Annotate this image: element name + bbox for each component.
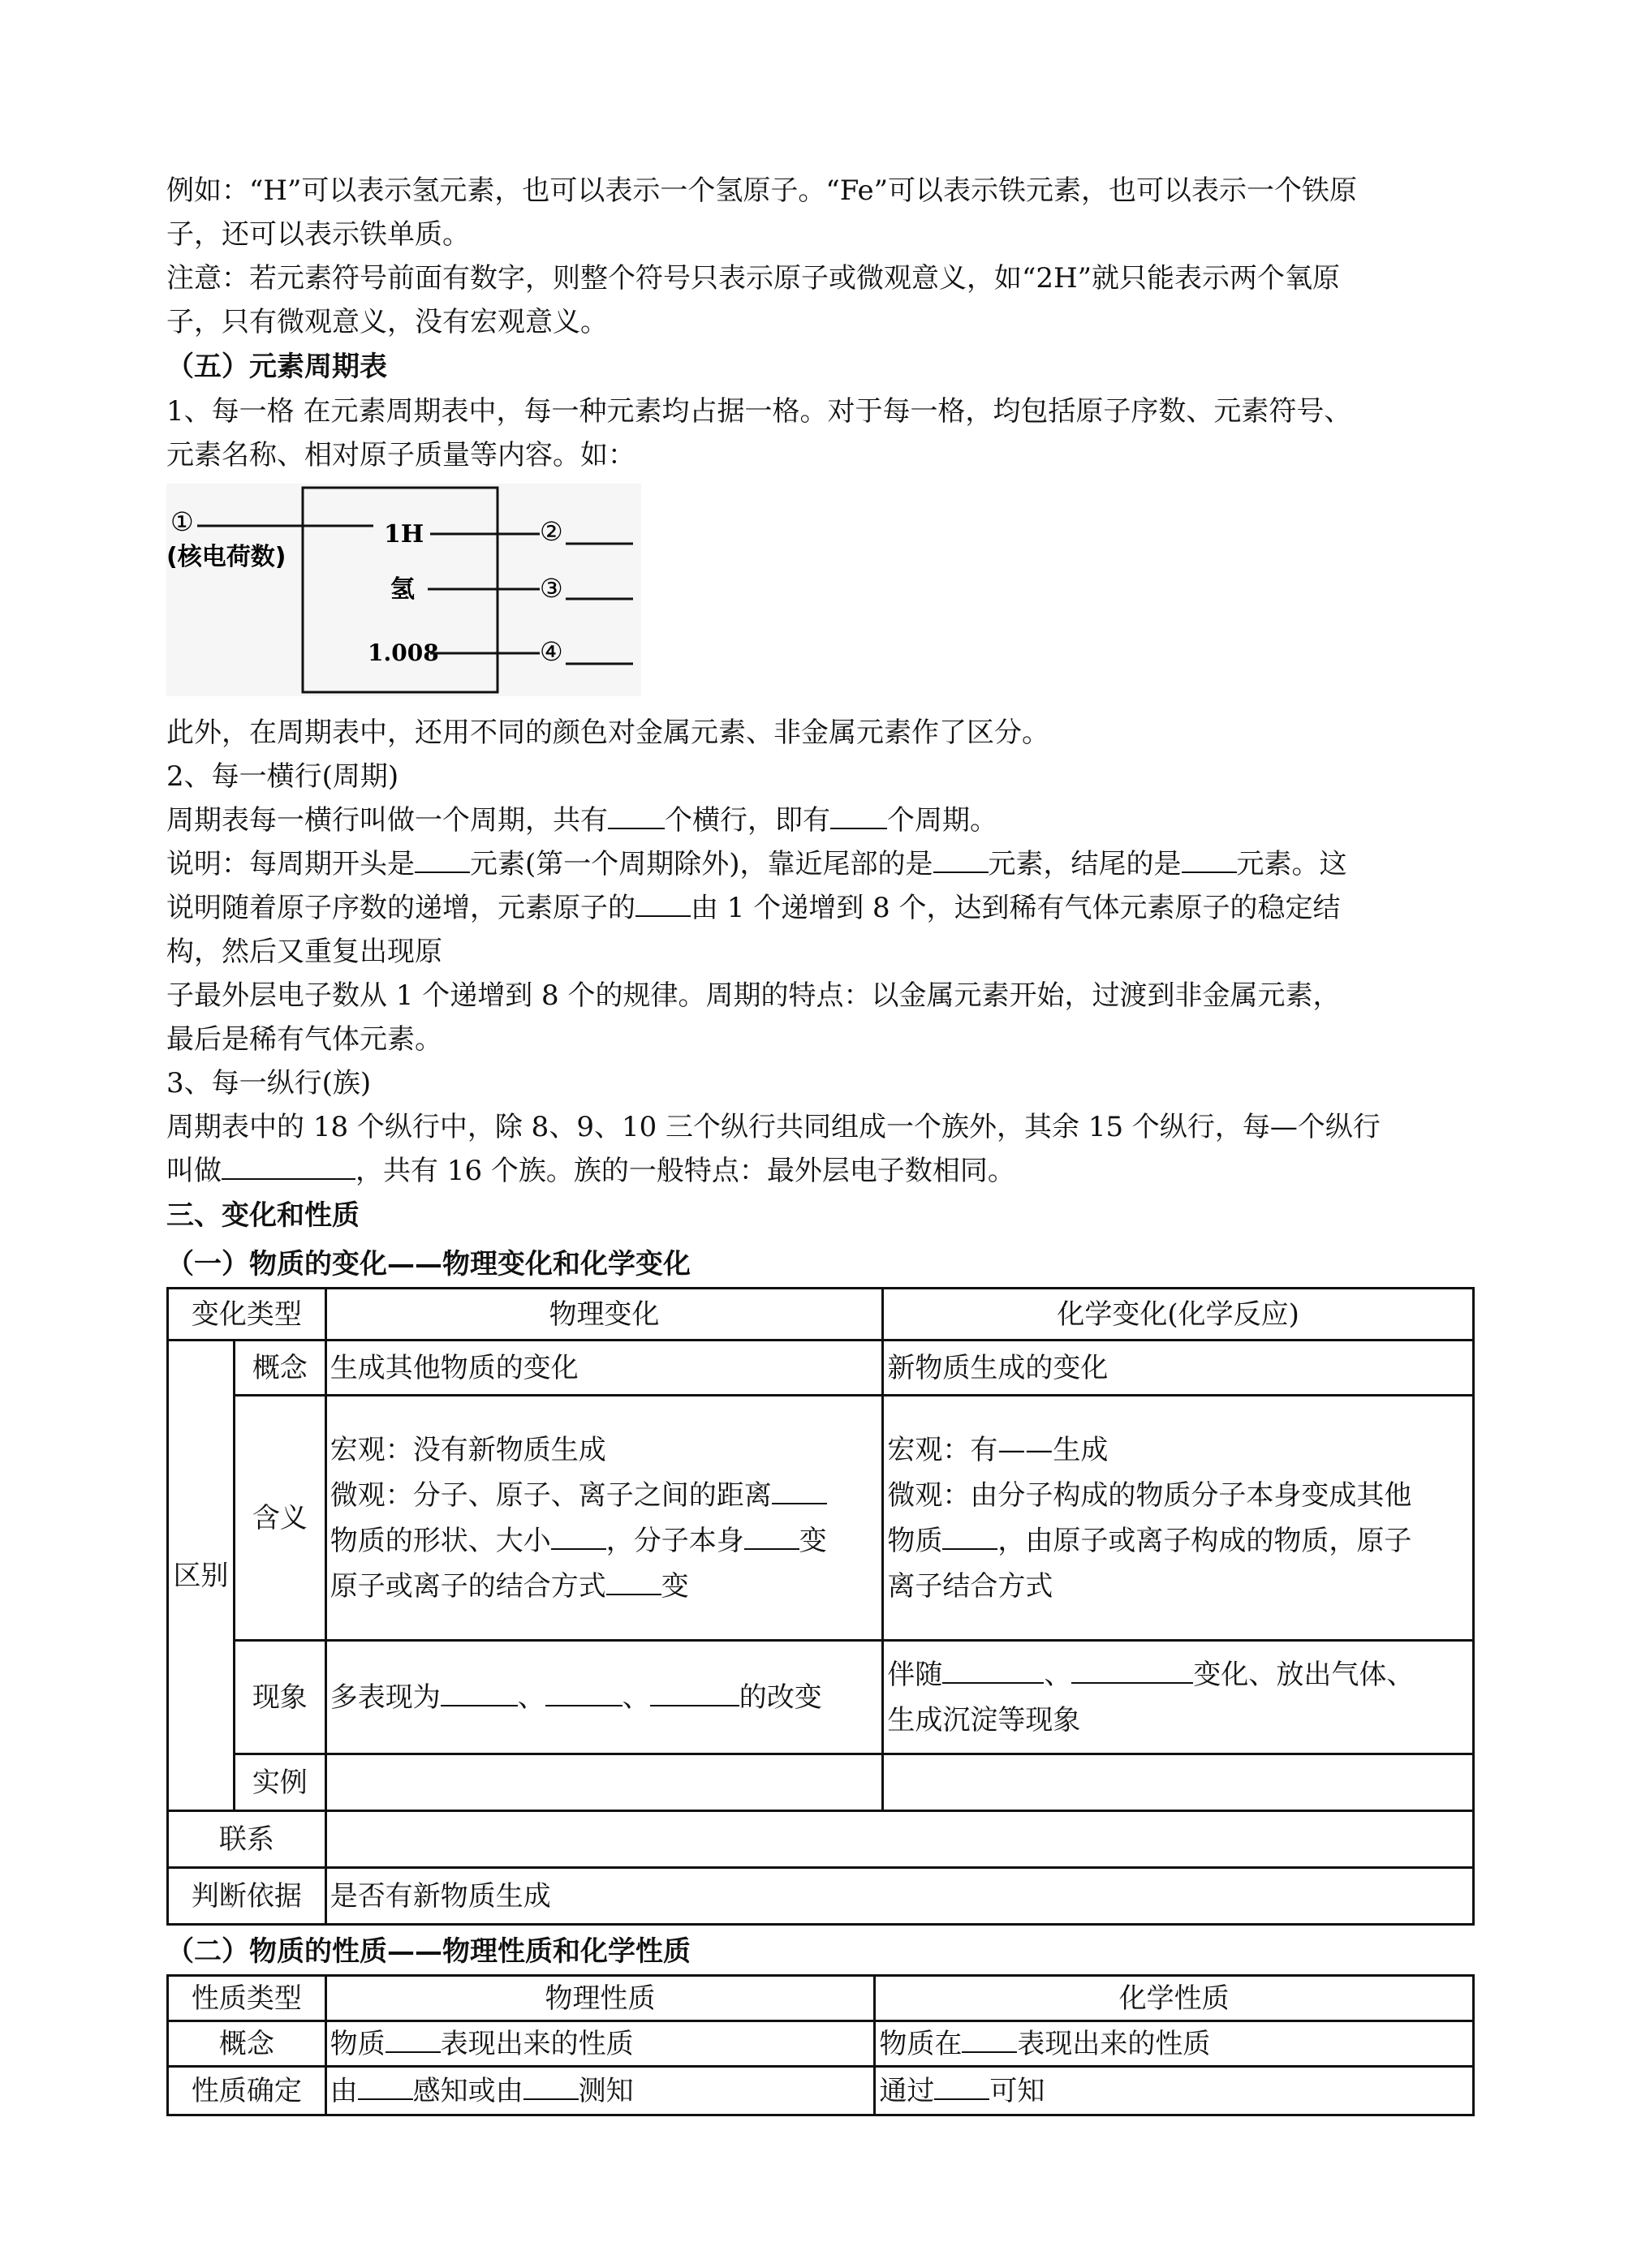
label-1: ① bbox=[170, 506, 194, 537]
label-3: ③ bbox=[540, 573, 563, 604]
header-cell: 物理性质 bbox=[325, 1976, 875, 2021]
item2-line-d: 构，然后又重复出现原 bbox=[166, 936, 442, 968]
blank-phenom-2[interactable] bbox=[545, 1681, 622, 1706]
table-cell: 物质在 表现出来的性质 bbox=[875, 2021, 1474, 2067]
blank-electron[interactable] bbox=[635, 891, 691, 917]
item2-line-b: 说明：每周期开头是 元素(第一个周期除外)，靠近尾部的是 元素，结尾的是 元素。这 bbox=[166, 848, 1347, 880]
part-3-heading: 三、变化和性质 bbox=[166, 1199, 360, 1232]
item2-line-a: 周期表每一横行叫做一个周期，共有 个横行，即有 个周期。 bbox=[166, 804, 997, 837]
table-cell bbox=[325, 1811, 1473, 1868]
blank-chem-phenom-2[interactable] bbox=[1071, 1658, 1193, 1684]
row-label-cell: 概念 bbox=[234, 1341, 325, 1396]
table-cell: 是否有新物质生成 bbox=[325, 1868, 1473, 1925]
row-label-cell: 现象 bbox=[234, 1641, 325, 1754]
blank-shape[interactable] bbox=[551, 1524, 606, 1550]
table-cell: 伴随 、 变化、放出气体、 生成沉淀等现象 bbox=[883, 1641, 1474, 1754]
table-row bbox=[168, 1976, 1474, 2021]
subsection-2-heading: （二）物质的性质——物理性质和化学性质 bbox=[166, 1935, 691, 1968]
item3-line-a: 周期表中的 18 个纵行中，除 8、9、10 三个纵行共同组成一个族外，其余 15 个纵行，每—个纵行 bbox=[166, 1111, 1381, 1143]
blank-start-element[interactable] bbox=[415, 847, 470, 873]
blank-phenom-3[interactable] bbox=[650, 1681, 739, 1706]
blank-molecule[interactable] bbox=[744, 1524, 799, 1550]
document-page bbox=[166, 169, 1473, 2116]
blank-distance[interactable] bbox=[772, 1478, 827, 1504]
item2-line-f: 最后是稀有气体元素。 bbox=[166, 1023, 442, 1056]
item1-line-b: 元素名称、相对原子质量等内容。如： bbox=[166, 439, 635, 471]
blank-periods[interactable] bbox=[830, 803, 887, 829]
table-cell: 多表现为 、 、 的改变 bbox=[325, 1641, 883, 1754]
blank-phys-concept[interactable] bbox=[386, 2027, 441, 2053]
table-cell: 生成其他物质的变化 bbox=[325, 1341, 883, 1396]
table-row bbox=[168, 1811, 1474, 1868]
item1-line-a: 1、每一格 在元素周期表中，每一种元素均占据一格。对于每一格，均包括原子序数、元素符号、 bbox=[166, 395, 1352, 428]
table-row bbox=[168, 1289, 1474, 1341]
change-table bbox=[166, 1287, 1475, 1926]
header-cell: 变化类型 bbox=[168, 1289, 326, 1341]
row-label-cell: 含义 bbox=[234, 1396, 325, 1641]
table-row bbox=[168, 1754, 1474, 1811]
item2-title: 2、每一横行(周期) bbox=[166, 760, 399, 793]
blank-bonding[interactable] bbox=[606, 1569, 661, 1595]
table-row bbox=[168, 2021, 1474, 2067]
row-label-cell: 性质确定 bbox=[168, 2067, 326, 2115]
blank-chem-concept[interactable] bbox=[962, 2027, 1017, 2053]
item2-line-e: 子最外层电子数从 1 个递增到 8 个的规律。周期的特点：以金属元素开始，过渡到非金属元素， bbox=[166, 979, 1341, 1012]
note-line-1: 注意：若元素符号前面有数字，则整个符号只表示原子或微观意义，如“2H”就只能表示两个氧原 bbox=[166, 262, 1341, 295]
note-line-2: 子，只有微观意义，没有宏观意义。 bbox=[166, 306, 608, 338]
label-1-note: (核电荷数) bbox=[166, 543, 286, 571]
header-cell: 化学变化(化学反应) bbox=[883, 1289, 1474, 1341]
header-cell: 化学性质 bbox=[875, 1976, 1474, 2021]
mass-text: 1.008 bbox=[368, 639, 439, 666]
row-label-cell: 联系 bbox=[168, 1811, 326, 1868]
table-cell: 通过 可知 bbox=[875, 2067, 1474, 2115]
blank-end-element[interactable] bbox=[1182, 847, 1237, 873]
property-table bbox=[166, 1974, 1475, 2116]
periodic-cell-diagram bbox=[166, 484, 641, 696]
table-cell: 宏观：没有新物质生成 微观：分子、原子、离子之间的距离 物质的形状、大小 ，分子本身 变 原子或离子的结合方式 变 bbox=[325, 1396, 883, 1641]
blank-chem-determine[interactable] bbox=[934, 2074, 989, 2100]
table-cell: 物质 表现出来的性质 bbox=[325, 2021, 875, 2067]
blank-rows[interactable] bbox=[608, 803, 665, 829]
blank-chem-phenom-1[interactable] bbox=[942, 1658, 1044, 1684]
table-cell bbox=[883, 1754, 1474, 1811]
item2-line-c: 说明随着原子序数的递增，元素原子的 由 1 个递增到 8 个，达到稀有气体元素原子的稳定结 bbox=[166, 892, 1341, 924]
table-cell bbox=[325, 1754, 883, 1811]
item3-line-b: 叫做 ，共有 16 个族。族的一般特点：最外层电子数相同。 bbox=[166, 1155, 1015, 1187]
table-row bbox=[168, 1868, 1474, 1925]
blank-group-name[interactable] bbox=[222, 1154, 355, 1180]
blank-sense[interactable] bbox=[358, 2074, 413, 2100]
group-label-cell: 区别 bbox=[168, 1341, 235, 1811]
row-label-cell: 概念 bbox=[168, 2021, 326, 2067]
item3-title: 3、每一纵行(族) bbox=[166, 1067, 372, 1100]
periodic-cell-figure bbox=[166, 484, 641, 696]
header-cell: 物理变化 bbox=[325, 1289, 883, 1341]
table-row bbox=[168, 1641, 1474, 1754]
table-row bbox=[168, 1396, 1474, 1641]
section-5-heading: （五）元素周期表 bbox=[166, 351, 387, 383]
header-cell: 性质类型 bbox=[168, 1976, 326, 2021]
symbol-text: 1H bbox=[384, 520, 424, 549]
example-line-1: 例如：“H”可以表示氢元素，也可以表示一个氢原子。“Fe”可以表示铁元素，也可以表示一个铁原 bbox=[166, 174, 1358, 207]
blank-measure[interactable] bbox=[523, 2074, 579, 2100]
row-label-cell: 实例 bbox=[234, 1754, 325, 1811]
table-row bbox=[168, 1341, 1474, 1396]
blank-near-end-element[interactable] bbox=[933, 847, 989, 873]
table-cell: 由 感知或由 测知 bbox=[325, 2067, 875, 2115]
example-line-2: 子，还可以表示铁单质。 bbox=[166, 218, 470, 251]
label-2: ② bbox=[540, 516, 563, 547]
row-label-cell: 判断依据 bbox=[168, 1868, 326, 1925]
table-cell: 新物质生成的变化 bbox=[883, 1341, 1474, 1396]
blank-phenom-1[interactable] bbox=[441, 1681, 518, 1706]
name-text: 氢 bbox=[390, 575, 415, 604]
table-row bbox=[168, 2067, 1474, 2115]
item1-line-c: 此外，在周期表中，还用不同的颜色对金属元素、非金属元素作了区分。 bbox=[166, 717, 1049, 749]
label-4: ④ bbox=[540, 636, 563, 667]
table-cell: 宏观：有——生成 微观：由分子构成的物质分子本身变成其他 物质 ，由原子或离子构成的物质，原子 离子结合方式 bbox=[883, 1396, 1474, 1641]
subsection-1-heading: （一）物质的变化——物理变化和化学变化 bbox=[166, 1248, 691, 1280]
blank-substance[interactable] bbox=[942, 1524, 997, 1550]
